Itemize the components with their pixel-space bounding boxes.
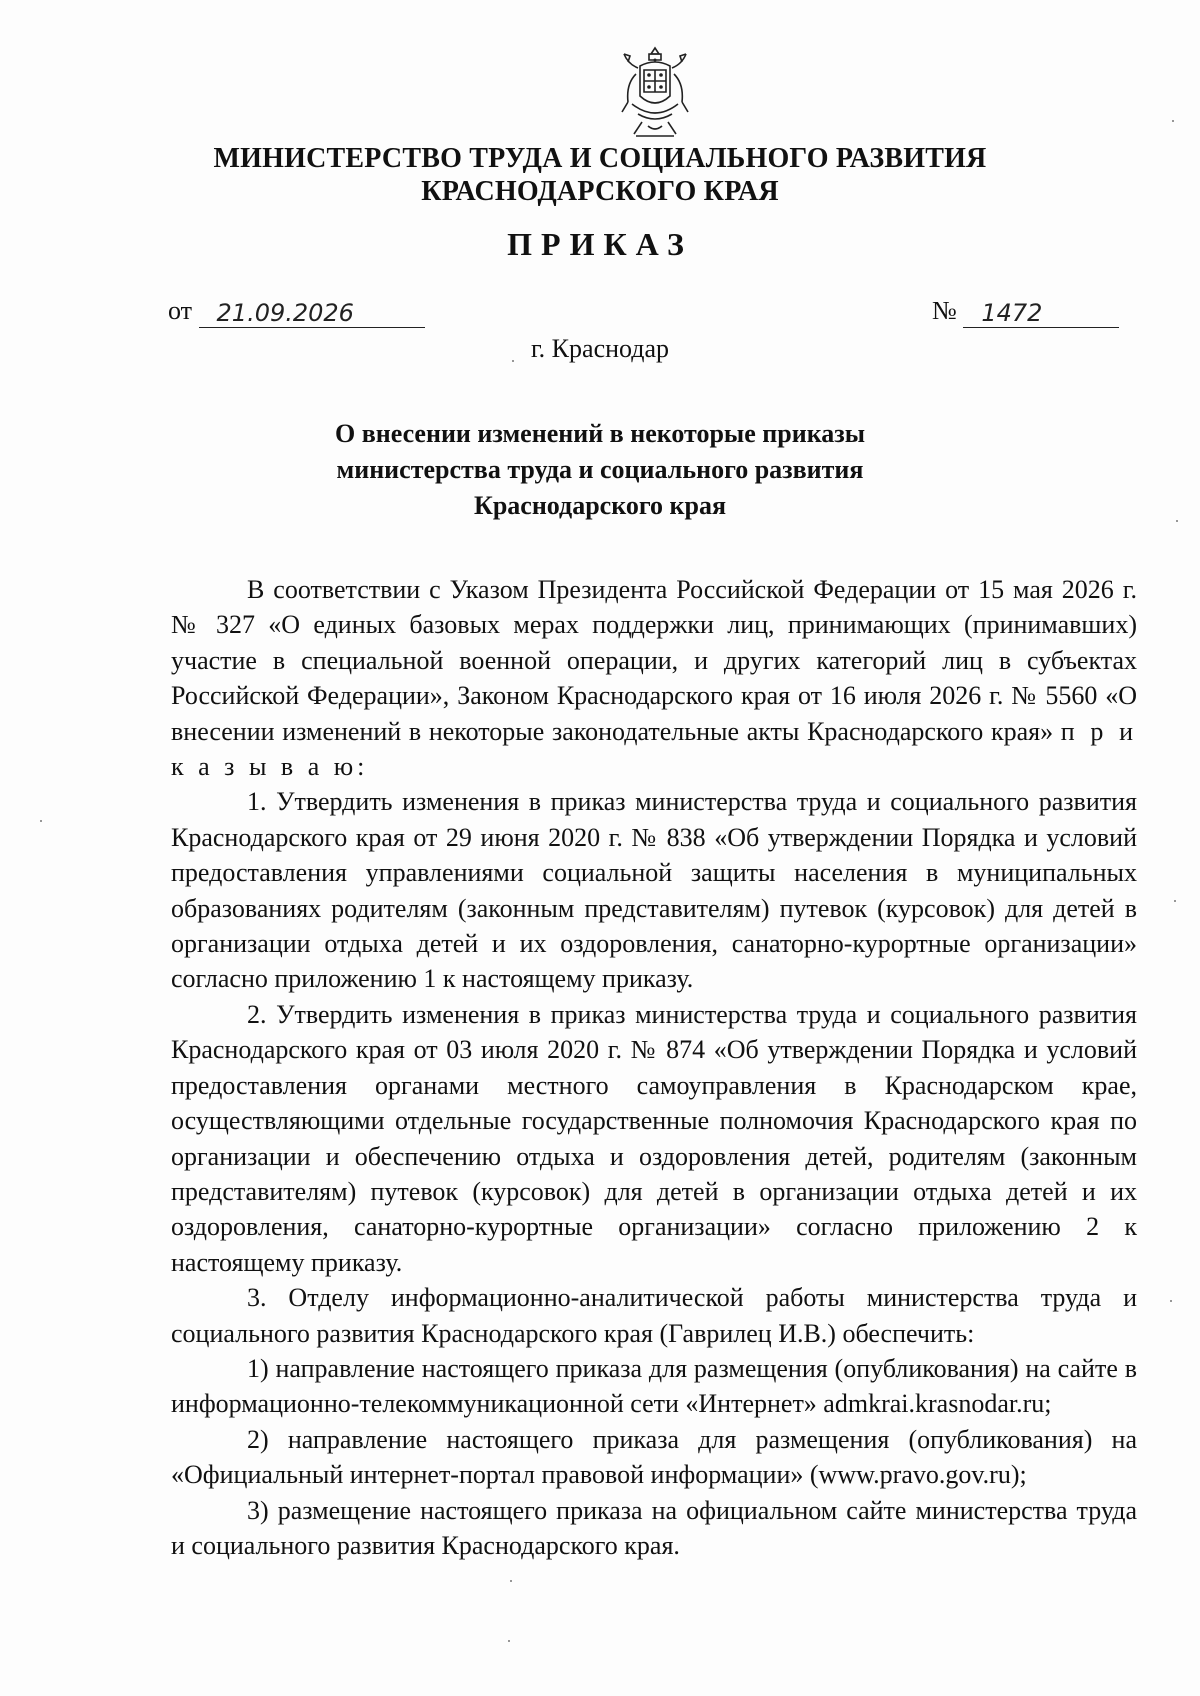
- coat-of-arms-emblem: [618, 44, 692, 148]
- date-prefix: от: [168, 296, 193, 325]
- item-2-paragraph: 2. Утвердить изменения в приказ министерства труда и социального развития Краснодарского края от 03 июля 2020 г. № 874 «Об утверждении Порядка и условий предоставления органами местного самоуправления в Краснодарском крае, осуществляющими отдельные государственные полномочия Краснодарского края по организации и обеспечению отдыха и оздоровления детей, родителям (законным представителям) путевок (курсовок) для детей в организации отдыха детей и их оздоровления, санаторно-курортные организации» согласно приложению 2 к настоящему приказу.: [171, 999, 1137, 1277]
- item-3-1-paragraph: 1) направление настоящего приказа для размещения (опубликования) на сайте в информационно-телекоммуникационной сети «Интернет» admkrai.krasnodar.ru;: [171, 1353, 1137, 1419]
- intro-text: В соответствии с Указом Президента Российской Федерации от 15 мая 2026 г. № 327 «О единых базовых мерах поддержки лиц, принимающих (принимавших) участие в специальной военной операции, и других категорий лиц в субъектах Российской Федерации», Законом Краснодарского края от 16 июля 2026 г. № 5560 «О внесении изменений в некоторые законодательные акты Краснодарского края»: [171, 575, 1137, 746]
- city-line: г. Краснодар: [530, 334, 670, 363]
- intro-verb: п р и к а з ы в а ю:: [171, 716, 1137, 782]
- scan-artifact: [510, 1580, 512, 1582]
- subject-line1: О внесении изменений в некоторые приказы: [334, 419, 866, 448]
- document-body: [171, 572, 1137, 1563]
- item-3-2-paragraph: 2) направление настоящего приказа для размещения (опубликования) на «Официальный интернет-портал правовой информации» (www.pravo.gov.ru);: [171, 1424, 1137, 1490]
- scan-artifact: [1172, 120, 1174, 122]
- ministry-name-line1: МИНИСТЕРСТВО ТРУДА И СОЦИАЛЬНОГО РАЗВИТИЯ: [213, 143, 987, 174]
- intro-paragraph: [171, 572, 1137, 784]
- handwritten-date: 21.09.2026: [199, 299, 425, 328]
- scan-artifact: [1176, 520, 1178, 522]
- date-field: [168, 296, 425, 326]
- subject-line3: Краснодарского края: [473, 491, 727, 520]
- number-prefix: №: [932, 296, 957, 325]
- handwritten-number: 1472: [963, 299, 1119, 328]
- document-subject: [250, 416, 950, 524]
- subject-line2: министерства труда и социального развития: [336, 455, 864, 484]
- scan-artifact: [512, 360, 514, 362]
- item-1-paragraph: 1. Утвердить изменения в приказ министерства труда и социального развития Краснодарского края от 29 июня 2020 г. № 838 «Об утверждении Порядка и условий предоставления управлениями социальной защиты населения в муниципальных образованиях родителям (законным представителям) путевок (курсовок) для детей в организации отдыха детей и их оздоровления, санаторно-курортные организации» согласно приложению 1 к настоящему приказу.: [171, 787, 1137, 994]
- item-3-3-paragraph: 3) размещение настоящего приказа на официальном сайте министерства труда и социального развития Краснодарского края.: [171, 1495, 1137, 1560]
- ministry-name-line2: КРАСНОДАРСКОГО КРАЯ: [421, 176, 779, 207]
- scan-artifact: [40, 820, 42, 822]
- number-field: [932, 296, 1119, 326]
- document-type: ПРИКАЗ: [507, 226, 693, 262]
- scan-artifact: [1174, 900, 1176, 902]
- ministry-name: [200, 142, 1000, 208]
- scan-artifact: [1170, 1300, 1172, 1302]
- item-3-paragraph: 3. Отделу информационно-аналитической работы министерства труда и социального развития Краснодарского края (Гаврилец И.В.) обеспечить:: [171, 1283, 1137, 1348]
- scan-artifact: [508, 1640, 510, 1642]
